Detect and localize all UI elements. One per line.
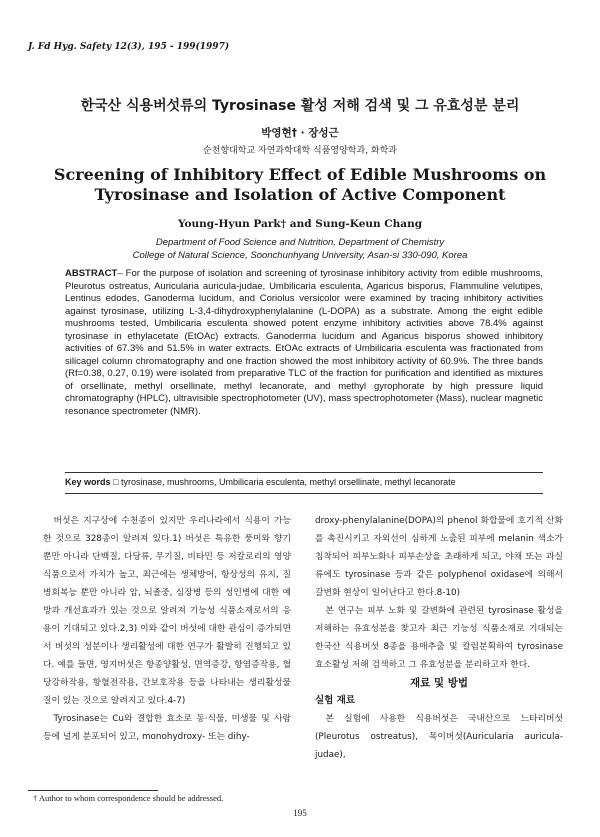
page-number: 195 [293, 808, 307, 818]
body-right-column [315, 512, 563, 764]
keywords [65, 477, 543, 487]
department-line-1: Department of Food Science and Nutrition, Department of Chemistry [155, 237, 445, 248]
keywords-bottom-rule [65, 493, 543, 494]
section-heading: 재료 및 방법 [409, 677, 469, 689]
abstract-text: – For the purpose of isolation and screening of tyrosinase inhibitory activity from edible mushrooms, Pleurotus ostreatus, Auricularia auricula-judae, Umbilicaria esculenta, Agaricus bisporus, Flammuline velutipes, Lentinus edodes, Ganoderma lucidum, and Coriolus versicolor were examined by tracing inhibitory activities against tyrosinase, utilizing L-3,4-dihydroxyphenylalanine (L-DOPA) as a substrate. Among the eight edible mushrooms tested, Umbilicaria esculenta showed potent enzyme inhibitory activities above 78.4% against tyrosinase in ethylacetate (EtOAc) extracts. Ganoderma lucidum and Agaricus bisporus showed inhibitory activities of 67.3% and 51.5% in water extracts. EtOAc extracts of Umbilicaria esculenta was fractionated from silicagel column chromatography and one fraction showed the most inhibitory activity of 60.9%. The three bands (Rf=0.38, 0.27, 0.19) were isolated from preparative TLC of the fraction for purification and identified as mixtures of orsellinate, methyl orsellinate, methyl lecanorate, and methyl gyrophorate by high pressure liquid chromatography (HPLC), ultravisible spectrophotometer (UV), mass spectrophotometer (Mass), nuclear magnetic resonance spectrometer (NMR). [65, 268, 543, 417]
footnote: † Author to whom correspondence should be addressed. [33, 793, 224, 803]
keywords-top-rule [65, 472, 543, 473]
journal-citation: J. Fd Hyg. Safety 12(3), 195 - 199(1997) [28, 42, 230, 52]
korean-authors: 박영현† · 장성근 [261, 127, 339, 139]
intro-paragraph-1: 버섯은 지구상에 수천종이 있지만 우리나라에서 식용이 가능한 것으로 328종이 알려져 있다.1) 버섯은 특유한 풍미와 향기 뿐만 아니라 단백질, 다당류, 무기질, 비타민 등 저칼로리의 영양식품으로서 가치가 높고, 최근에는 생체방어, 항상성의 유지, 질병회복능 뿐만 아니라 암, 뇌졸중, 심장병 등의 성인병에 대한 예방과 개선효과가 있는 것으로 알려져 기능성 식품소재로서의 응용이 기대되고 있다.2,3) 이와 같이 버섯에 대한 관심이 증가되면서 버섯의 성분이나 생리활성에 대한 연구가 활발히 진행되고 있다. 예를 들면, 영지버섯은 항종양활성, 면역증강, 항염증작용, 혈당강하작용, 항혈전작용, 간보호작용 등을 나타내는 생리활성물질이 있는 것으로 알려지고 있다.4-7) [43, 516, 291, 706]
keywords-text: □ tyrosinase, mushrooms, Umbilicaria esculenta, methyl orsellinate, methyl lecanorate [113, 477, 456, 487]
body-left-column [43, 512, 291, 746]
keywords-label: Key words [65, 477, 111, 487]
intro-paragraph-4: 본 연구는 피부 노화 및 갈변화에 관련된 tyrosinase 활성을 저해하는 유효성분을 찾고자 최근 기능성 식품소재로 기대되는 한국산 식용버섯 8종을 용매추출 및 칼럼분획하여 tyrosinase 효소활성 저해 검색하고 그 유효성분을 분리하고자 한다. [315, 606, 563, 670]
english-department [0, 236, 600, 262]
materials-paragraph: 본 실험에 사용한 식용버섯은 국내산으로 느타리버섯 (Pleurotus ostreatus), 목이버섯(Auricularia auricula-judae), [315, 714, 563, 760]
subsection-heading: 실험 재료 [315, 695, 356, 706]
footnote-rule [28, 790, 158, 791]
abstract-label: ABSTRACT [65, 268, 118, 279]
korean-title: 한국산 식용버섯류의 Tyrosinase 활성 저해 검색 및 그 유효성분 분리 [80, 98, 520, 114]
abstract [65, 268, 543, 418]
intro-paragraph-3: droxy-phenylalanine(DOPA)의 phenol 화합물에 호기적 산화를 촉진시키고 자외선이 심하게 노출된 피부에 melanin 색소가 침착되어 피부노화나 피부손상을 초래하게 되고, 야채 또는 과실류에도 tyrosinase 등과 같은 polyphenol oxidase에 의해서 갈변화 현상이 일어난다고 한다.8-10) [315, 516, 563, 598]
korean-affiliation: 순천향대학교 자연과학대학 식품영양학과, 화학과 [202, 146, 398, 156]
department-line-2: College of Natural Science, Soonchunhyang University, Asan-si 330-090, Korea [132, 250, 468, 261]
intro-paragraph-2: Tyrosinase는 Cu와 결합한 효소로 동·식물, 미생물 및 사람 등에 널게 분포되어 있고, monohydroxy- 또는 dihy- [43, 714, 291, 742]
english-authors: Young-Hyun Park† and Sung-Keun Chang [177, 218, 423, 230]
english-title: Screening of Inhibitory Effect of Edible Mushrooms on Tyrosinase and Isolation of Active Component [53, 165, 547, 204]
